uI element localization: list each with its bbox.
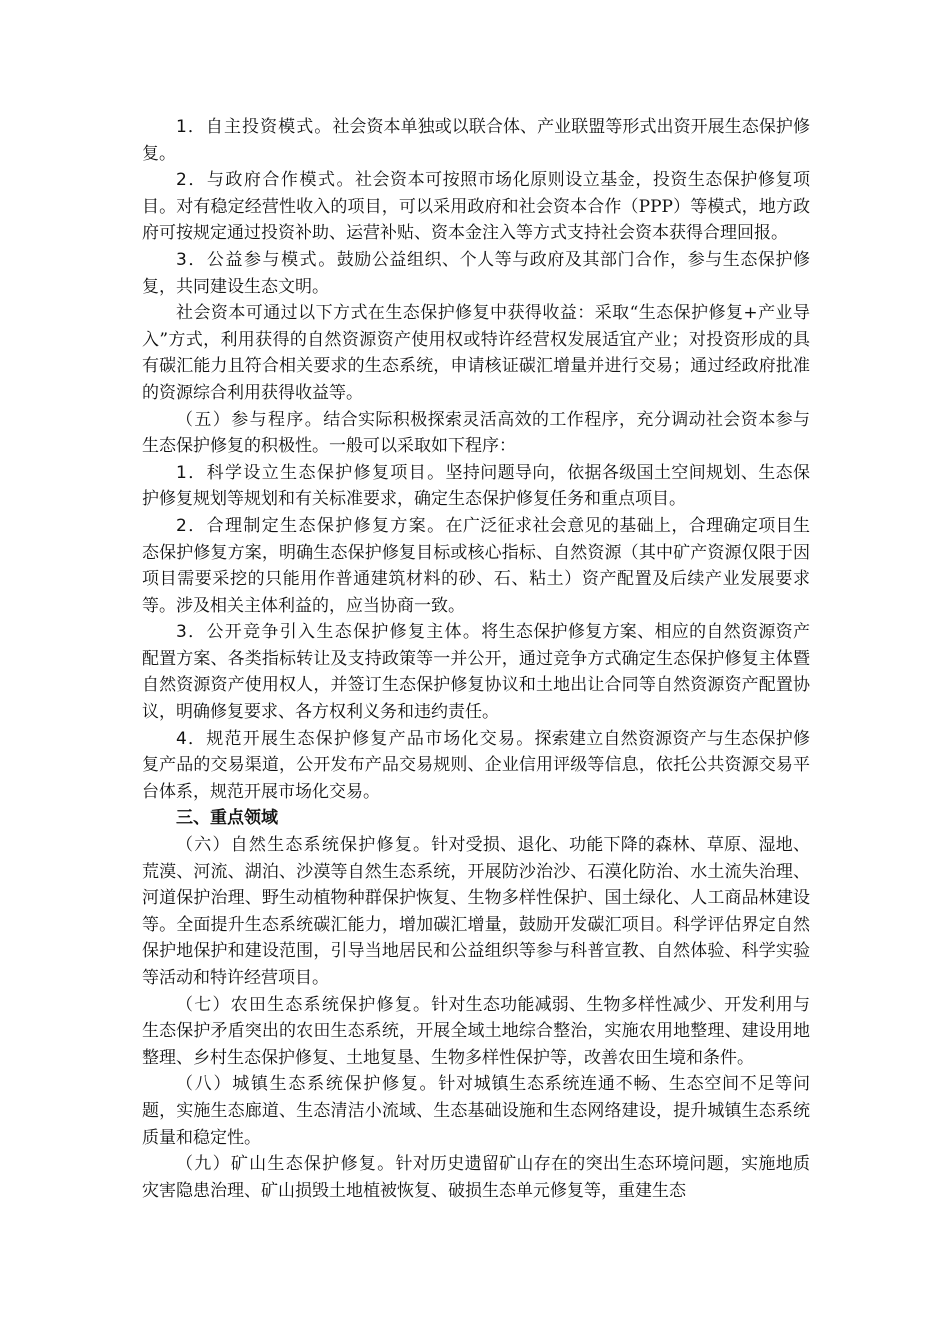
paragraph-lead: 2．与政府合作模式。 bbox=[176, 170, 356, 191]
paragraph-lead: 3．公益参与模式。 bbox=[176, 249, 337, 270]
paragraph-5 bbox=[142, 407, 810, 460]
paragraph-3 bbox=[142, 247, 810, 300]
paragraph-text: 鼓励公益组织、个人等与政府及其部门合作，参与生态保护修复，共同建设生态文明。 bbox=[142, 249, 810, 297]
paragraph-8 bbox=[142, 619, 810, 725]
paragraph-11 bbox=[142, 992, 810, 1072]
paragraph-text: 将生态保护修复方案、相应的自然资源资产配置方案、各类指标转让及支持政策等一并公开，通过竞争方式确定生态保护修复主体暨自然资源资产使用权人，并签订生态保护修复协议和土地出让合同等自然资源资产配置协议，明确修复要求、各方权利义务和违约责任。 bbox=[142, 622, 810, 723]
document-page bbox=[142, 114, 810, 1204]
paragraph-13 bbox=[142, 1151, 810, 1204]
paragraph-text: 社会资本可按照市场化原则设立基金，投资生态保护修复项目。对有稳定经营性收入的项目，可以采用政府和社会资本合作（PPP）等模式，地方政府可按规定通过投资补助、运营补贴、资本金注入等方式支持社会资本获得合理回报。 bbox=[142, 170, 810, 244]
paragraph-lead: （六）自然生态系统保护修复。 bbox=[176, 835, 432, 856]
section-heading: 三、重点领域 bbox=[176, 808, 278, 829]
paragraph-text: 针对受损、退化、功能下降的森林、草原、湿地、荒漠、河流、湖泊、沙漠等自然生态系统，开展防沙治沙、石漠化防治、水土流失治理、河道保护治理、野生动植物种群保护恢复、生物多样性保护、国土绿化、人工商品林建设等。全面提升生态系统碳汇能力，增加碳汇增量，鼓励开发碳汇项目。科学评估界定自然保护地保护和建设范围，引导当地居民和公益组织等参与科普宣教、自然体验、科学实验等活动和特许经营项目。 bbox=[142, 835, 811, 988]
paragraph-text: 针对历史遗留矿山存在的突出生态环境问题，实施地质灾害隐患治理、矿山损毁土地植被恢复、破损生态单元修复等，重建生态 bbox=[142, 1154, 811, 1201]
paragraph-lead: 2．合理制定生态保护修复方案。 bbox=[176, 515, 446, 536]
paragraph-lead: 4．规范开展生态保护修复产品市场化交易。 bbox=[176, 728, 535, 749]
paragraph-text: 在广泛征求社会意见的基础上，合理确定项目生态保护修复方案，明确生态保护修复目标或核心指标、自然资源（其中矿产资源仅限于因项目需要采挖的只能用作普通建筑材料的砂、石、粘土）资产配置及后续产业发展要求等。涉及相关主体利益的，应当协商一致。 bbox=[142, 515, 810, 616]
paragraph-text: 探索建立自然资源资产与生态保护修复产品的交易渠道，公开发布产品交易规则、企业信用评级等信息，依托公共资源交易平台体系，规范开展市场化交易。 bbox=[142, 728, 811, 802]
paragraph-lead: （八）城镇生态系统保护修复。 bbox=[176, 1074, 439, 1095]
paragraph-text: 针对城镇生态系统连通不畅、生态空间不足等问题，实施生态廊道、生态清洁小流域、生态基础设施和生态网络建设，提升城镇生态系统质量和稳定性。 bbox=[142, 1074, 811, 1148]
paragraph-lead: 3．公开竞争引入生态保护修复主体。 bbox=[176, 622, 482, 643]
paragraph-lead: （五）参与程序。 bbox=[176, 409, 324, 430]
paragraph-lead: （九）矿山生态保护修复。 bbox=[176, 1154, 396, 1175]
paragraph-1 bbox=[142, 114, 810, 167]
paragraph-10 bbox=[142, 832, 810, 992]
paragraph-text: 结合实际积极探索灵活高效的工作程序，充分调动社会资本参与生态保护修复的积极性。一般可以采取如下程序： bbox=[142, 409, 811, 457]
paragraph-9 bbox=[142, 726, 810, 806]
paragraph-12 bbox=[142, 1071, 810, 1151]
paragraph-lead: 1．科学设立生态保护修复项目。 bbox=[176, 462, 446, 483]
paragraph-lead: 1．自主投资模式。 bbox=[176, 117, 333, 137]
paragraph-lead: （七）农田生态系统保护修复。 bbox=[176, 994, 432, 1015]
paragraph-text: 社会资本可通过以下方式在生态保护修复中获得收益：采取“生态保护修复+产业导入”方式，利用获得的自然资源资产使用权或特许经营权发展适宜产业；对投资形成的具有碳汇能力且符合相关要求的生态系统，申请核证碳汇增量并进行交易；通过经政府批准的资源综合利用获得收益等。 bbox=[142, 303, 810, 403]
paragraph-6 bbox=[142, 460, 810, 513]
paragraph-text: 坚持问题导向，依据各级国土空间规划、生态保护修复规划等规划和有关标准要求，确定生态保护修复任务和重点项目。 bbox=[142, 462, 810, 510]
paragraph-7 bbox=[142, 513, 810, 619]
paragraph-4 bbox=[142, 300, 810, 406]
paragraph-text: 社会资本单独或以联合体、产业联盟等形式出资开展生态保护修复。 bbox=[142, 117, 810, 164]
paragraph-2 bbox=[142, 167, 810, 247]
paragraph-text: 针对生态功能减弱、生物多样性减少、开发利用与生态保护矛盾突出的农田生态系统，开展全域土地综合整治，实施农用地整理、建设用地整理、乡村生态保护修复、土地复垦、生物多样性保护等，改善农田生境和条件。 bbox=[142, 994, 811, 1068]
